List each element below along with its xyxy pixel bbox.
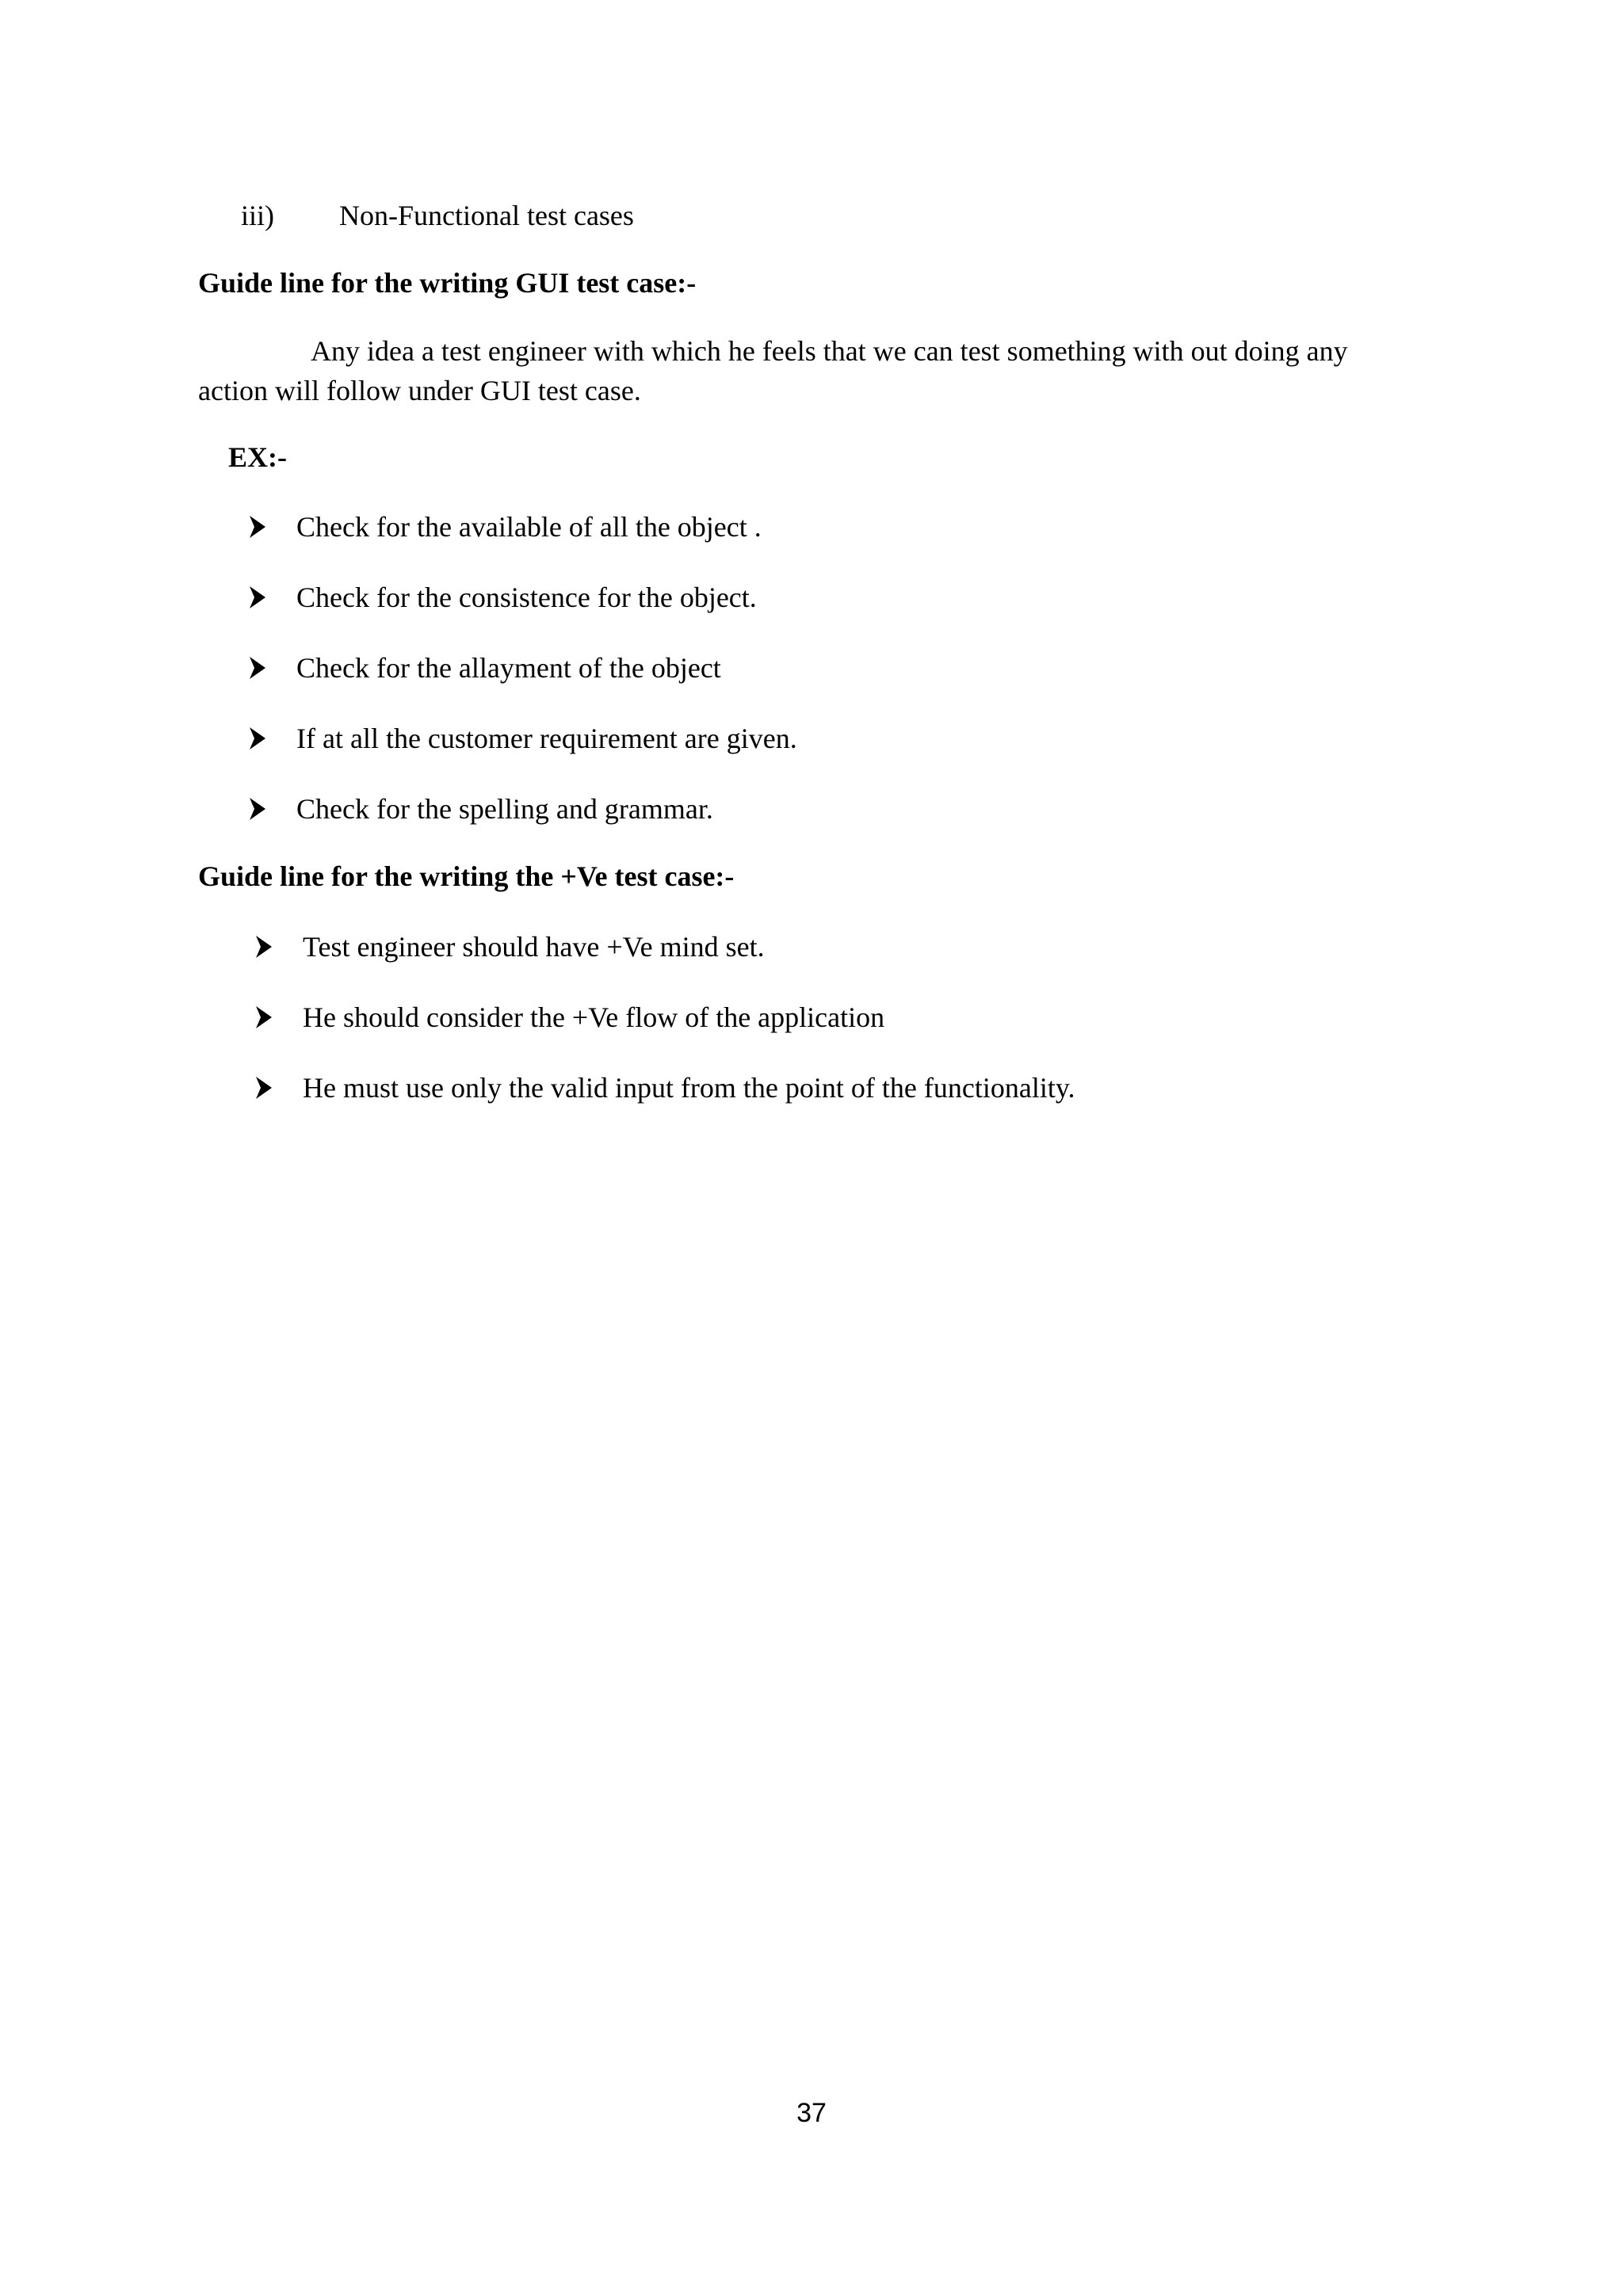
gui-paragraph-line-2: action will follow under GUI test case. xyxy=(198,375,641,406)
gui-bullet-text: If at all the customer requirement are given. xyxy=(296,723,797,754)
arrowhead-bullet-icon xyxy=(249,656,266,680)
arrowhead-bullet-icon xyxy=(255,1076,273,1100)
gui-paragraph-line-1: Any idea a test engineer with which he feels that we can test something with out doing any xyxy=(311,335,1348,367)
page-number: 37 xyxy=(796,2098,827,2128)
list-item-non-functional: Non-Functional test cases xyxy=(339,200,634,231)
list-marker-iii: iii) xyxy=(241,200,274,231)
positive-bullet-text: He must use only the valid input from the point of the functionality. xyxy=(303,1072,1075,1104)
arrowhead-bullet-icon xyxy=(249,727,266,750)
positive-section-heading: Guide line for the writing the +Ve test case:- xyxy=(198,860,735,892)
gui-bullet-text: Check for the spelling and grammar. xyxy=(296,793,713,825)
arrowhead-bullet-icon xyxy=(255,1005,273,1029)
arrowhead-bullet-icon xyxy=(249,585,266,609)
arrowhead-bullet-icon xyxy=(255,935,273,959)
gui-bullet-text: Check for the consistence for the object. xyxy=(296,582,757,613)
arrowhead-bullet-icon xyxy=(249,515,266,539)
arrowhead-bullet-icon xyxy=(249,797,266,821)
example-label: EX:- xyxy=(228,441,287,473)
positive-bullet-text: Test engineer should have +Ve mind set. xyxy=(303,931,765,963)
gui-section-heading: Guide line for the writing GUI test case:- xyxy=(198,267,697,299)
gui-bullet-text: Check for the available of all the object . xyxy=(296,511,762,543)
positive-bullet-text: He should consider the +Ve flow of the application xyxy=(303,1001,885,1033)
gui-bullet-text: Check for the allayment of the object xyxy=(296,652,721,684)
